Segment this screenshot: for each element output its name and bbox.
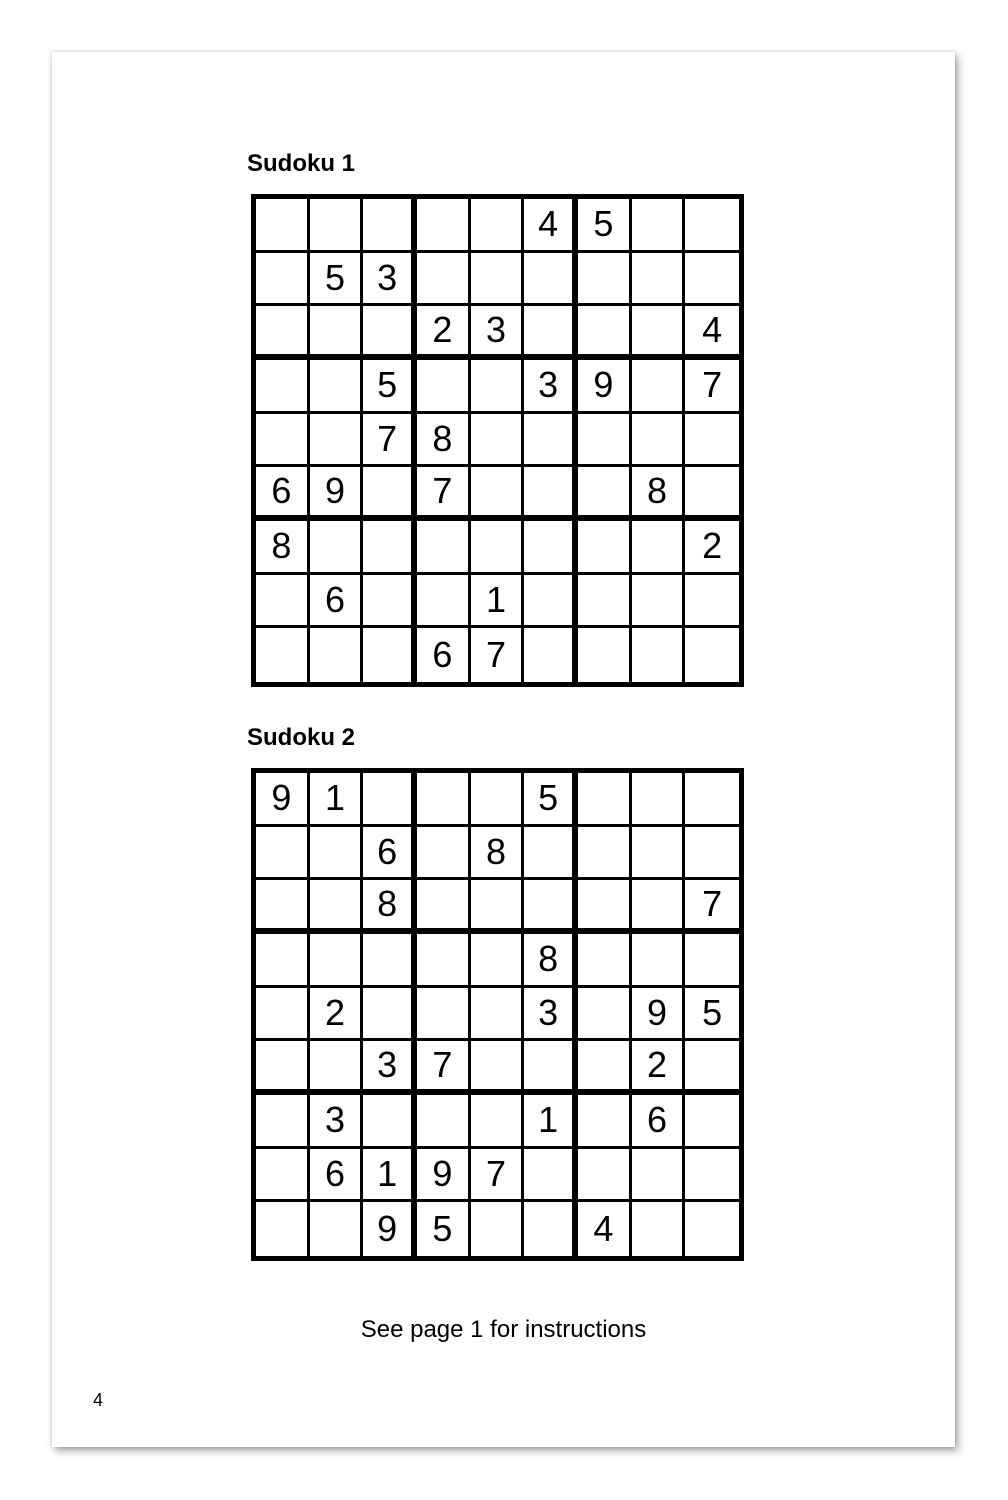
sudoku-cell[interactable]	[417, 880, 471, 934]
sudoku-cell[interactable]: 6	[310, 575, 364, 629]
sudoku-cell[interactable]: 8	[524, 934, 578, 988]
sudoku-cell[interactable]: 9	[417, 1149, 471, 1203]
sudoku-cell[interactable]: 2	[310, 988, 364, 1042]
sudoku-cell[interactable]	[632, 628, 686, 682]
sudoku-cell[interactable]	[578, 521, 632, 575]
sudoku-grid-1	[251, 194, 744, 687]
sudoku-cell[interactable]: 7	[685, 880, 739, 934]
sudoku-cell[interactable]: 2	[417, 306, 471, 360]
book-page	[52, 52, 955, 1447]
sudoku-cell[interactable]	[578, 1095, 632, 1149]
sudoku-cell[interactable]	[256, 1149, 310, 1203]
sudoku-cell[interactable]	[524, 880, 578, 934]
sudoku-cell[interactable]	[363, 575, 417, 629]
sudoku-cell[interactable]	[685, 575, 739, 629]
sudoku-cell[interactable]: 7	[471, 628, 525, 682]
sudoku-cell[interactable]	[363, 988, 417, 1042]
sudoku-cell[interactable]	[685, 199, 739, 253]
sudoku-cell[interactable]	[471, 988, 525, 1042]
sudoku-cell[interactable]	[256, 1095, 310, 1149]
sudoku-cell[interactable]	[310, 628, 364, 682]
sudoku-cell[interactable]	[417, 360, 471, 414]
sudoku-cell[interactable]	[310, 414, 364, 468]
puzzle-title-1: Sudoku 1	[247, 150, 356, 177]
sudoku-cell[interactable]	[471, 880, 525, 934]
sudoku-cell[interactable]	[256, 628, 310, 682]
sudoku-cell[interactable]	[685, 1202, 739, 1256]
sudoku-cell[interactable]	[471, 467, 525, 521]
sudoku-cell[interactable]	[524, 1149, 578, 1203]
sudoku-cell[interactable]: 3	[363, 1041, 417, 1095]
sudoku-cell[interactable]	[256, 880, 310, 934]
sudoku-cell[interactable]: 8	[471, 827, 525, 881]
sudoku-cell[interactable]: 1	[524, 1095, 578, 1149]
sudoku-cell[interactable]	[417, 988, 471, 1042]
sudoku-cell[interactable]	[363, 1095, 417, 1149]
sudoku-cell[interactable]	[632, 575, 686, 629]
sudoku-cell[interactable]	[578, 1041, 632, 1095]
instructions-note: See page 1 for instructions	[360, 1316, 647, 1343]
sudoku-cell[interactable]	[632, 306, 686, 360]
sudoku-cell[interactable]	[685, 1149, 739, 1203]
sudoku-cell[interactable]	[363, 934, 417, 988]
sudoku-cell[interactable]	[524, 306, 578, 360]
sudoku-cell[interactable]: 1	[471, 575, 525, 629]
sudoku-cell[interactable]	[471, 1041, 525, 1095]
sudoku-cell[interactable]: 9	[632, 988, 686, 1042]
sudoku-cell[interactable]	[632, 414, 686, 468]
sudoku-cell[interactable]	[578, 880, 632, 934]
sudoku-cell[interactable]	[471, 521, 525, 575]
sudoku-cell[interactable]	[578, 1149, 632, 1203]
sudoku-cell[interactable]: 3	[363, 253, 417, 307]
sudoku-cell[interactable]	[417, 773, 471, 827]
sudoku-cell[interactable]	[256, 575, 310, 629]
sudoku-cell[interactable]	[632, 1149, 686, 1203]
sudoku-cell[interactable]	[578, 253, 632, 307]
sudoku-cell[interactable]	[632, 253, 686, 307]
sudoku-cell[interactable]	[471, 199, 525, 253]
sudoku-cell[interactable]: 1	[363, 1149, 417, 1203]
sudoku-cell[interactable]: 5	[524, 773, 578, 827]
sudoku-cell[interactable]	[685, 1041, 739, 1095]
sudoku-cell[interactable]	[471, 414, 525, 468]
sudoku-cell[interactable]: 9	[363, 1202, 417, 1256]
sudoku-cell[interactable]: 2	[685, 521, 739, 575]
sudoku-cell[interactable]: 2	[632, 1041, 686, 1095]
sudoku-cell[interactable]	[256, 414, 310, 468]
sudoku-cell[interactable]	[632, 827, 686, 881]
sudoku-cell[interactable]	[524, 467, 578, 521]
sudoku-cell[interactable]	[310, 934, 364, 988]
sudoku-cell[interactable]: 8	[363, 880, 417, 934]
sudoku-cell[interactable]	[256, 934, 310, 988]
sudoku-cell[interactable]	[524, 521, 578, 575]
sudoku-grid-2	[251, 768, 744, 1261]
sudoku-cell[interactable]	[685, 934, 739, 988]
sudoku-cell[interactable]	[256, 1041, 310, 1095]
sudoku-cell[interactable]	[578, 467, 632, 521]
sudoku-cell[interactable]	[578, 934, 632, 988]
sudoku-cell[interactable]	[256, 827, 310, 881]
sudoku-cell[interactable]: 9	[578, 360, 632, 414]
sudoku-cell[interactable]	[578, 827, 632, 881]
sudoku-cell[interactable]: 6	[310, 1149, 364, 1203]
sudoku-cell[interactable]	[417, 199, 471, 253]
sudoku-cell[interactable]	[524, 253, 578, 307]
sudoku-cell[interactable]	[256, 988, 310, 1042]
sudoku-cell[interactable]	[417, 521, 471, 575]
sudoku-cell[interactable]	[685, 628, 739, 682]
sudoku-cell[interactable]	[632, 199, 686, 253]
sudoku-cell[interactable]: 4	[578, 1202, 632, 1256]
sudoku-cell[interactable]: 5	[578, 199, 632, 253]
sudoku-cell[interactable]	[417, 253, 471, 307]
sudoku-cell[interactable]	[471, 1095, 525, 1149]
sudoku-cell[interactable]	[685, 253, 739, 307]
sudoku-cell[interactable]	[417, 1095, 471, 1149]
sudoku-cell[interactable]: 5	[417, 1202, 471, 1256]
sudoku-cell[interactable]: 5	[310, 253, 364, 307]
sudoku-cell[interactable]	[471, 360, 525, 414]
sudoku-cell[interactable]: 8	[632, 467, 686, 521]
sudoku-cell[interactable]: 8	[256, 521, 310, 575]
sudoku-cell[interactable]: 9	[256, 773, 310, 827]
sudoku-cell[interactable]	[632, 934, 686, 988]
sudoku-cell[interactable]: 9	[310, 467, 364, 521]
sudoku-cell[interactable]	[524, 575, 578, 629]
sudoku-cell[interactable]	[578, 414, 632, 468]
sudoku-cell[interactable]	[417, 575, 471, 629]
sudoku-cell[interactable]	[310, 1202, 364, 1256]
sudoku-cell[interactable]	[256, 1202, 310, 1256]
sudoku-cell[interactable]	[310, 1041, 364, 1095]
sudoku-cell[interactable]: 3	[310, 1095, 364, 1149]
sudoku-cell[interactable]	[363, 521, 417, 575]
sudoku-cell[interactable]	[578, 628, 632, 682]
sudoku-cell[interactable]: 6	[363, 827, 417, 881]
sudoku-cell[interactable]: 4	[685, 306, 739, 360]
sudoku-cell[interactable]	[632, 1202, 686, 1256]
sudoku-cell[interactable]	[685, 467, 739, 521]
sudoku-cell[interactable]: 6	[632, 1095, 686, 1149]
sudoku-cell[interactable]: 7	[471, 1149, 525, 1203]
page-number: 4	[93, 1390, 104, 1410]
sudoku-cell[interactable]	[256, 306, 310, 360]
sudoku-cell[interactable]	[578, 575, 632, 629]
sudoku-cell[interactable]	[578, 988, 632, 1042]
sudoku-cell[interactable]	[471, 253, 525, 307]
sudoku-cell[interactable]	[524, 827, 578, 881]
sudoku-cell[interactable]	[685, 773, 739, 827]
sudoku-cell[interactable]	[632, 773, 686, 827]
sudoku-cell[interactable]	[256, 253, 310, 307]
sudoku-cell[interactable]	[685, 1095, 739, 1149]
sudoku-cell[interactable]: 5	[685, 988, 739, 1042]
sudoku-cell[interactable]	[363, 467, 417, 521]
sudoku-cell[interactable]	[417, 827, 471, 881]
sudoku-cell[interactable]	[632, 521, 686, 575]
sudoku-cell[interactable]	[310, 827, 364, 881]
sudoku-cell[interactable]	[363, 199, 417, 253]
sudoku-cell[interactable]	[632, 360, 686, 414]
sudoku-cell[interactable]: 6	[417, 628, 471, 682]
sudoku-cell[interactable]	[471, 773, 525, 827]
sudoku-cell[interactable]: 6	[256, 467, 310, 521]
sudoku-cell[interactable]	[578, 306, 632, 360]
sudoku-cell[interactable]: 7	[417, 1041, 471, 1095]
sudoku-cell[interactable]	[524, 1041, 578, 1095]
sudoku-cell[interactable]	[417, 934, 471, 988]
sudoku-cell[interactable]: 3	[471, 306, 525, 360]
sudoku-cell[interactable]	[524, 628, 578, 682]
sudoku-cell[interactable]	[363, 306, 417, 360]
sudoku-cell[interactable]	[632, 880, 686, 934]
sudoku-cell[interactable]	[471, 934, 525, 988]
sudoku-cell[interactable]	[363, 773, 417, 827]
sudoku-cell[interactable]	[363, 628, 417, 682]
sudoku-cell[interactable]: 4	[524, 199, 578, 253]
sudoku-cell[interactable]	[685, 414, 739, 468]
sudoku-cell[interactable]	[310, 306, 364, 360]
sudoku-cell[interactable]	[471, 1202, 525, 1256]
sudoku-cell[interactable]: 5	[363, 360, 417, 414]
sudoku-cell[interactable]: 3	[524, 988, 578, 1042]
puzzle-title-2: Sudoku 2	[247, 724, 356, 751]
sudoku-cell[interactable]: 1	[310, 773, 364, 827]
sudoku-cell[interactable]	[578, 773, 632, 827]
sudoku-cell[interactable]: 7	[363, 414, 417, 468]
sudoku-cell[interactable]: 8	[417, 414, 471, 468]
sudoku-cell[interactable]	[310, 199, 364, 253]
sudoku-cell[interactable]	[524, 1202, 578, 1256]
sudoku-cell[interactable]	[310, 521, 364, 575]
sudoku-cell[interactable]: 7	[417, 467, 471, 521]
sudoku-cell[interactable]	[310, 880, 364, 934]
sudoku-cell[interactable]	[524, 414, 578, 468]
sudoku-cell[interactable]	[685, 827, 739, 881]
sudoku-cell[interactable]	[256, 199, 310, 253]
sudoku-cell[interactable]	[256, 360, 310, 414]
sudoku-cell[interactable]	[310, 360, 364, 414]
sudoku-cell[interactable]: 7	[685, 360, 739, 414]
sudoku-cell[interactable]: 3	[524, 360, 578, 414]
